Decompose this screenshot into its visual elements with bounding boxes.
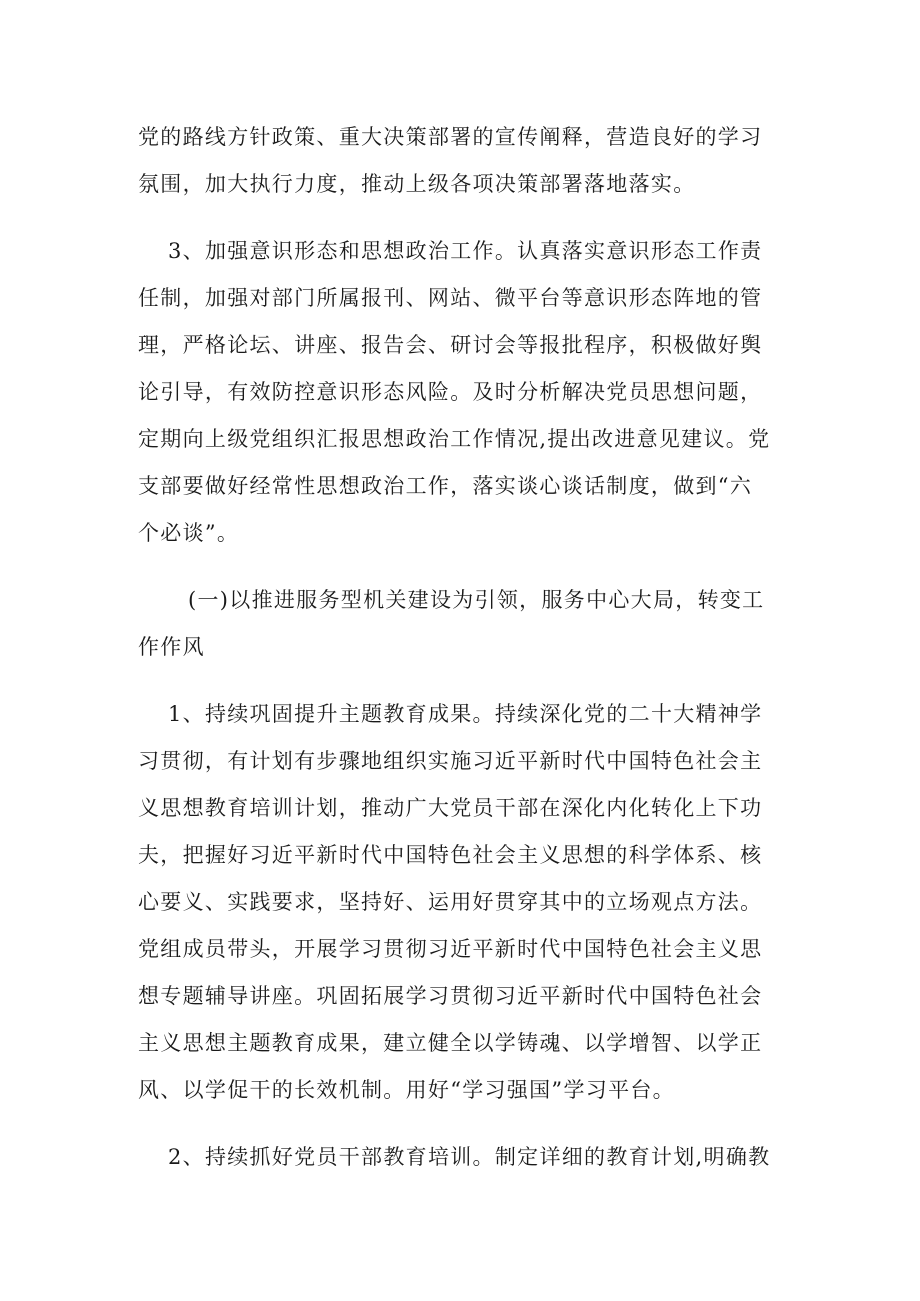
- text-line: 风、以学促干的长效机制。用好“学习强国”学习平台。: [138, 1078, 675, 1102]
- text-line: 夫，把握好习近平新时代中国特色社会主义思想的科学体系、核: [138, 843, 763, 867]
- text-line: 定期向上级党组织汇报思想政治工作情况,提出改进意见建议。党: [138, 427, 771, 451]
- text-line: 个必谈”。: [138, 521, 240, 545]
- text-line: 党的路线方针政策、重大决策部署的宣传阐释，营造良好的学习: [138, 125, 763, 149]
- text-line: 主义思想主题教育成果，建立健全以学铸魂、以学增智、以学正: [138, 1031, 763, 1055]
- text-line: 义思想教育培训计划，推动广大党员干部在深化内化转化上下功: [138, 796, 763, 820]
- text-line: 2、持续抓好党员干部教育培训。制定详细的教育计划,明确教: [168, 1145, 771, 1169]
- section-heading-service-oriented: [138, 577, 788, 671]
- paragraph-cadre-training: [138, 1134, 788, 1181]
- text-line: 任制，加强对部门所属报刊、网站、微平台等意识形态阵地的管: [138, 286, 763, 310]
- document-body: [138, 114, 788, 1181]
- text-line: 作作风: [138, 635, 205, 659]
- text-line: 习贯彻，有计划有步骤地组织实施习近平新时代中国特色社会主: [138, 749, 763, 773]
- text-line: (一)以推进服务型机关建设为引领，服务中心大局，转变工: [188, 588, 765, 612]
- text-line: 氛围，加大执行力度，推动上级各项决策部署落地落实。: [138, 172, 696, 196]
- text-line: 理，严格论坛、讲座、报告会、研讨会等报批程序，积极做好舆: [138, 333, 763, 357]
- text-line: 党组成员带头，开展学习贯彻习近平新时代中国特色社会主义思: [138, 937, 763, 961]
- text-line: 心要义、实践要求，坚持好、运用好贯穿其中的立场观点方法。: [138, 890, 763, 914]
- paragraph-ideology-work: [138, 228, 788, 557]
- text-line: 3、加强意识形态和思想政治工作。认真落实意识形态工作责: [168, 239, 763, 263]
- text-line: 支部要做好经常性思想政治工作，落实谈心谈话制度，做到“六: [138, 474, 753, 498]
- paragraph-propaganda-continuation: [138, 114, 788, 208]
- text-line: 1、持续巩固提升主题教育成果。持续深化党的二十大精神学: [168, 702, 763, 726]
- text-line: 想专题辅导讲座。巩固拓展学习贯彻习近平新时代中国特色社会: [138, 984, 763, 1008]
- text-line: 论引导，有效防控意识形态风险。及时分析解决党员思想问题，: [138, 380, 763, 404]
- paragraph-theme-education: [138, 691, 788, 1114]
